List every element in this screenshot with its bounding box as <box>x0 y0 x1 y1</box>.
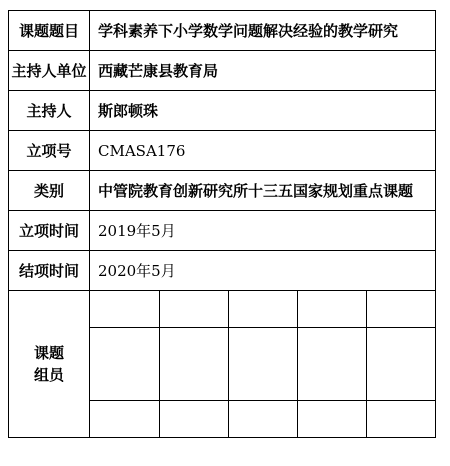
member-cell <box>366 291 435 328</box>
member-cell <box>159 328 228 401</box>
start-date-value: 2019年5月 <box>90 211 436 251</box>
project-title-value: 学科素养下小学数学问题解决经验的教学研究 <box>90 11 436 51</box>
member-cell <box>297 291 366 328</box>
members-grid-row <box>90 401 435 438</box>
row-host-unit <box>9 51 436 91</box>
members-label-line1: 课题 <box>33 344 64 362</box>
project-number-value: CMASA176 <box>90 131 436 171</box>
project-title-label: 课题题目 <box>9 11 90 51</box>
members-grid-row <box>90 291 435 328</box>
member-cell <box>159 291 228 328</box>
member-cell <box>90 328 159 401</box>
row-host <box>9 91 436 131</box>
category-label: 类别 <box>9 171 90 211</box>
host-label: 主持人 <box>9 91 90 131</box>
members-grid-cell <box>90 291 436 438</box>
member-cell <box>228 291 297 328</box>
row-end-date <box>9 251 436 291</box>
member-cell <box>90 401 159 438</box>
member-cell <box>90 291 159 328</box>
category-value: 中管院教育创新研究所十三五国家规划重点课题 <box>90 171 436 211</box>
end-date-value: 2020年5月 <box>90 251 436 291</box>
member-cell <box>297 328 366 401</box>
row-category <box>9 171 436 211</box>
member-cell <box>366 328 435 401</box>
row-start-date <box>9 211 436 251</box>
row-project-title <box>9 11 436 51</box>
row-project-number <box>9 131 436 171</box>
project-info-form <box>8 10 436 456</box>
member-cell <box>297 401 366 438</box>
host-unit-label: 主持人单位 <box>9 51 90 91</box>
project-info-table <box>8 10 436 438</box>
members-grid <box>90 291 435 437</box>
start-date-label: 立项时间 <box>9 211 90 251</box>
member-cell <box>366 401 435 438</box>
host-value: 斯郎顿珠 <box>90 91 436 131</box>
members-label <box>9 291 90 438</box>
members-grid-row <box>90 328 435 401</box>
end-date-label: 结项时间 <box>9 251 90 291</box>
project-number-label: 立项号 <box>9 131 90 171</box>
member-cell <box>159 401 228 438</box>
members-label-line2: 组员 <box>33 366 64 384</box>
member-cell <box>228 401 297 438</box>
member-cell <box>228 328 297 401</box>
row-members <box>9 291 436 438</box>
host-unit-value: 西藏芒康县教育局 <box>90 51 436 91</box>
